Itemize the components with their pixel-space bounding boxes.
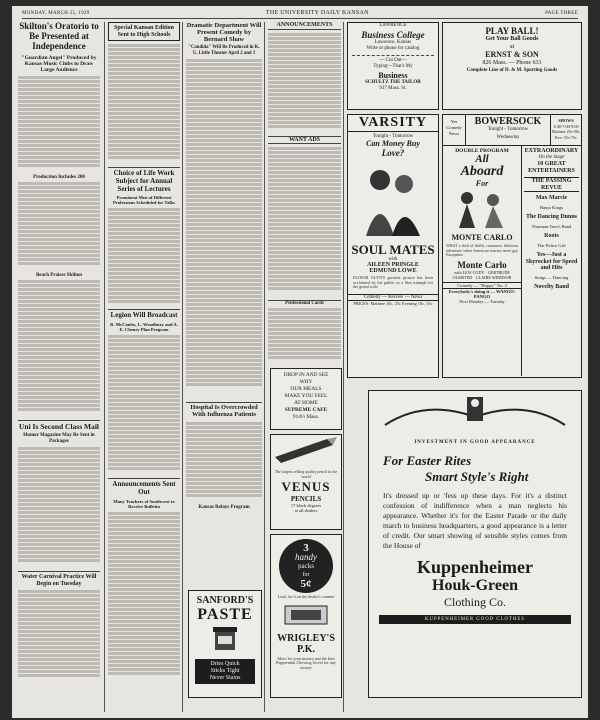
bowersock-body	[443, 146, 581, 376]
tailor-typing: Typing—That's My	[373, 64, 413, 69]
masthead-date: MONDAY, MARCH 25, 1929	[22, 10, 90, 16]
bowersock-tagline: Tonight - Tomorrow	[487, 127, 529, 132]
subhead-production: Production Includes 200	[33, 174, 85, 180]
cafe-line-1: DROP IN AND SEE	[283, 372, 329, 378]
bowersock-wednesday: Wednesday	[496, 135, 520, 140]
wrigley-brand: WRIGLEY'S P.K.	[277, 632, 335, 655]
headline-announcements: ANNOUNCEMENTS	[268, 22, 341, 30]
article-body	[18, 182, 100, 270]
business-city: LAWRENCE	[379, 23, 407, 28]
bowersock-shows-box	[550, 115, 581, 145]
playball-sub: Get Your Ball Goods	[485, 36, 539, 42]
masthead-title: THE UNIVERSITY DAILY KANSAN	[265, 10, 369, 16]
wrigley-look: Look for it on the dealer's counter	[277, 594, 335, 599]
handy-packs-circle	[279, 539, 333, 593]
bowersock-prices: Matinee 25c-50c Eve. 35c-75c	[551, 129, 581, 140]
sanford-slogan-3: Never Stains	[209, 675, 241, 681]
bowersock-stars: with LEW CODY · GERTRUDE OLMSTED · CLAIRE WINDSOR	[452, 269, 512, 280]
venus-dealers: at all dealers	[294, 508, 318, 514]
sanford-slogan-2: Sticks Tight	[210, 668, 240, 674]
tailor-address: 917 Mass. St.	[379, 86, 407, 91]
article-body	[186, 59, 262, 399]
cafe-line-2: WHY	[299, 379, 313, 385]
easter-store: Houk-Green	[432, 577, 518, 594]
announcements-body	[268, 33, 341, 133]
headline-hospital: Hospital Is Overcrowded With Influenza Patients	[190, 403, 258, 418]
dancers-illustration-icon	[445, 188, 519, 228]
newspaper-page	[12, 6, 588, 718]
varsity-title: VARSITY	[348, 115, 438, 132]
ad-sanfords-paste	[188, 590, 262, 698]
bowersock-act: Max Marcie	[535, 195, 568, 201]
bowersock-ten: 10 GREAT ENTERTAINERS	[528, 161, 575, 174]
playball-line: Complete Line of D. & M. Sporting Goods	[466, 68, 558, 73]
bowersock-yes: Yes	[450, 119, 458, 124]
column-rule	[104, 22, 105, 712]
article-body	[108, 208, 180, 306]
headline-professional-cards: Professional Cards	[268, 300, 341, 306]
gum-pack-icon	[271, 602, 341, 628]
easter-footer: KUPPENHEIMER GOOD CLOTHES	[379, 615, 571, 624]
sanford-paste: PASTE	[197, 606, 253, 623]
bowersock-news: News	[448, 131, 460, 136]
handy-word: handy	[295, 551, 317, 562]
handy-packs: packs	[298, 561, 314, 570]
couple-illustration-icon	[350, 158, 436, 238]
headline-dramatic-department: Dramatic Department Will Present Comedy by Bernard Shaw	[186, 22, 262, 44]
varsity-film: SOUL MATES	[351, 242, 435, 257]
cafe-line-5: AT HOME	[294, 400, 318, 406]
venus-degrees: 17 black degrees	[290, 503, 322, 509]
column-rule	[343, 22, 344, 712]
bowersock-comedy-extra: Comedy — "Happy" No. 2	[443, 282, 521, 288]
headline-announcements-sent: Announcements Sent Out	[112, 480, 176, 496]
bowersock-act: Banjo Kings	[539, 204, 564, 210]
article-body	[18, 590, 100, 680]
bowersock-times: 2:30-7:00-9:00	[553, 123, 579, 129]
varsity-star-1: AILEEN PRINGLE	[367, 262, 419, 268]
venus-brand: VENUS	[281, 479, 331, 495]
bowersock-film-2: Monte Carlo	[457, 259, 507, 270]
easter-headline-1: For Easter Rites	[383, 453, 472, 468]
easter-banner-text: INVESTMENT IN GOOD APPEARANCE	[414, 440, 536, 445]
article-body	[186, 422, 262, 502]
bowersock-all: All	[475, 153, 489, 165]
easter-company: Clothing Co.	[443, 595, 506, 609]
tailor-business: Business	[378, 70, 408, 80]
playball-headline: PLAY BALL!	[485, 26, 539, 36]
venus-tagline: The largest selling quality pencil in the world	[274, 469, 338, 479]
bowersock-extraordinary: EXTRAORDINARY	[524, 148, 579, 154]
bowersock-title: BOWERSOCK	[474, 116, 542, 127]
article-body	[18, 447, 100, 567]
bowersock-note: Everybody's doing it — WANGO-PANGO	[443, 288, 521, 299]
varsity-blurb: ELINOR GLYN'S greatest picture has been acclaimed by the public as a film triumph for the grand scale	[353, 275, 433, 290]
varsity-question-2: Love?	[381, 148, 405, 158]
ad-bowersock-theater	[442, 114, 582, 378]
headline-water-carnival: Water Carnival Practice Will Begin on Tuesday	[21, 574, 97, 587]
cafe-line-4: MAKE YOU FEEL	[284, 393, 328, 399]
subhead-prominent-men: Prominent Men of Different Professions Scheduled for Talks	[113, 195, 175, 206]
masthead-page: PAGE THREE	[545, 10, 578, 16]
article-body	[18, 280, 100, 416]
headline-want-ads: WANT ADS	[268, 136, 341, 145]
ad-venus-pencils	[270, 434, 342, 530]
bowersock-act: Roots	[544, 233, 559, 239]
ad-supreme-cafe	[270, 368, 342, 430]
article-body	[108, 44, 180, 164]
ad-varsity-theater	[347, 114, 439, 378]
cafe-name: SUPREME CAFE	[284, 407, 328, 413]
bowersock-header	[443, 115, 581, 146]
easter-banner	[369, 395, 581, 445]
column-rule	[264, 22, 265, 712]
pencil-icon	[271, 435, 341, 465]
ad-business-college	[347, 22, 439, 110]
sanford-slogan	[195, 659, 255, 684]
bowersock-film: MONTE CARLO	[451, 233, 513, 242]
article-body	[108, 512, 180, 682]
tailor-name: SCHULTZ THE TAILOR	[365, 79, 421, 85]
subhead-teachers: Many Teachers of Southwest to Receive Bulletin	[113, 498, 175, 509]
subhead-candida: "Candida" Will Be Produced in K. U. Little Theater April 2 and 3	[188, 45, 260, 56]
subhead-beach: Beach Praises Skilton	[35, 272, 83, 278]
headline-second-class-mail: Uni Is Second Class Mail	[18, 421, 99, 431]
varsity-question-1: Can Money Buy	[366, 139, 420, 148]
bowersock-on-stage: On the Stage	[538, 154, 565, 160]
venus-pencils-word: PENCILS	[290, 495, 322, 504]
bowersock-act: Novelty Band	[534, 284, 569, 290]
handy-count: 3	[303, 541, 309, 554]
cafe-line-3: OUR MEALS	[290, 386, 322, 392]
subhead-humor-magazine: Humor Magazine May Be Sent in Packages	[23, 433, 95, 444]
article-body	[18, 76, 100, 172]
professional-cards-body	[268, 308, 341, 368]
subhead-relays: Kansas Relays Program	[198, 504, 250, 510]
bowersock-left-box	[443, 115, 466, 145]
headline-choice-of-life-work: Choice of Life Work Subject for Annual Series of Lectures	[113, 169, 175, 193]
column-1	[18, 22, 100, 712]
playball-address: 826 Mass. — Phone 631	[482, 60, 542, 66]
bowersock-for: For	[475, 179, 489, 188]
cafe-address: 914½ Mass.	[292, 414, 320, 420]
varsity-with: with	[388, 257, 398, 262]
playball-store: ERNST & SON	[485, 50, 539, 59]
bowersock-comedy: Comedy	[446, 125, 462, 130]
handy-price: 5¢	[300, 577, 312, 590]
varsity-prices: PRICES: Matinee 10c, 25c Evening 10c, 35c	[348, 300, 438, 306]
subhead-guardian-angel: "Guardian Angel" Produced by Kansas Music Clubs to Draw Large Audience	[21, 54, 97, 73]
bowersock-act: Thurman Tom's Band	[531, 223, 572, 229]
ornament-scroll-icon	[375, 395, 575, 435]
headline-legion-broadcast: Legion Will Broadcast	[110, 311, 178, 320]
easter-body: It's dressed up or 'fess up these days. For it's a distinct confession of indifference when a man neglects his appearance. Whether it's for the Easter Parade or the daily march to business headquarters, a good appearance is a letter of credit. Our smart showing of sensible styles comes from the House of	[383, 491, 567, 550]
headline-skilton: Skilton's Oratorio to Be Presented at Independence	[19, 22, 99, 51]
business-name: Business College	[361, 29, 425, 40]
bowersock-aboard: Aboard	[460, 164, 504, 179]
wrigley-tagline: More for your money and the best Peppermint Chewing Sweet for any money	[276, 655, 336, 670]
ad-wrigleys	[270, 534, 342, 698]
sanford-brand: SANFORD'S	[196, 595, 254, 606]
ad-play-ball	[442, 22, 582, 110]
handy-for: for	[302, 571, 310, 578]
want-ads-body	[268, 147, 341, 297]
bowersock-double-program: DOUBLE PROGRAM	[455, 148, 509, 154]
bowersock-blurb: WHAT a shift of thrills, romances, hilarious adventure when American tourists meet gay Europeans	[446, 243, 518, 258]
bowersock-stage-column	[522, 146, 581, 376]
bowersock-act: Songs — Dancing	[534, 274, 569, 280]
column-rule	[182, 22, 183, 712]
masthead	[22, 8, 578, 19]
subhead-legion-program: R. McCanles, L. Woodbury and A. E. Cheney Plan Program	[110, 322, 178, 333]
bowersock-act: The Police Girl	[537, 242, 566, 248]
headline-special-edition: Special Kansan Edition Sent to High Schools	[108, 22, 180, 41]
bowersock-acts	[522, 195, 581, 291]
bowersock-title-box	[466, 115, 550, 145]
ad-kuppenheimer-easter	[368, 390, 582, 698]
business-catalog: Write or phone for catalog	[366, 46, 420, 51]
varsity-star-2: EDMUND LOWE	[369, 268, 417, 274]
varsity-extras: Comedy — Review — News	[348, 294, 438, 300]
bowersock-act: Yes—Just a Skyrocket for Speed and Hits	[525, 252, 578, 271]
bowersock-next-week: Next Monday — Tuesday	[459, 298, 505, 304]
article-body	[108, 335, 180, 475]
easter-headline-2: Smart Style's Right	[425, 469, 529, 484]
bowersock-shows: SHOWS	[558, 118, 574, 123]
sanford-slogan-1: Dries Quick	[210, 661, 240, 667]
business-location: Lawrence, Kansas	[374, 39, 412, 45]
paste-jar-icon	[205, 624, 245, 652]
bowersock-passing: THE PASSING REVUE	[524, 177, 579, 192]
playball-at: at	[509, 44, 515, 50]
easter-brand: Kuppenheimer	[416, 557, 533, 577]
bowersock-film-column	[443, 146, 522, 376]
varsity-tagline: Tonight - Tomorrow	[372, 134, 414, 139]
bowersock-act: The Dancing Dunns	[525, 214, 578, 220]
business-cutout: — Cut Out—	[379, 57, 407, 63]
column-2	[108, 22, 180, 712]
